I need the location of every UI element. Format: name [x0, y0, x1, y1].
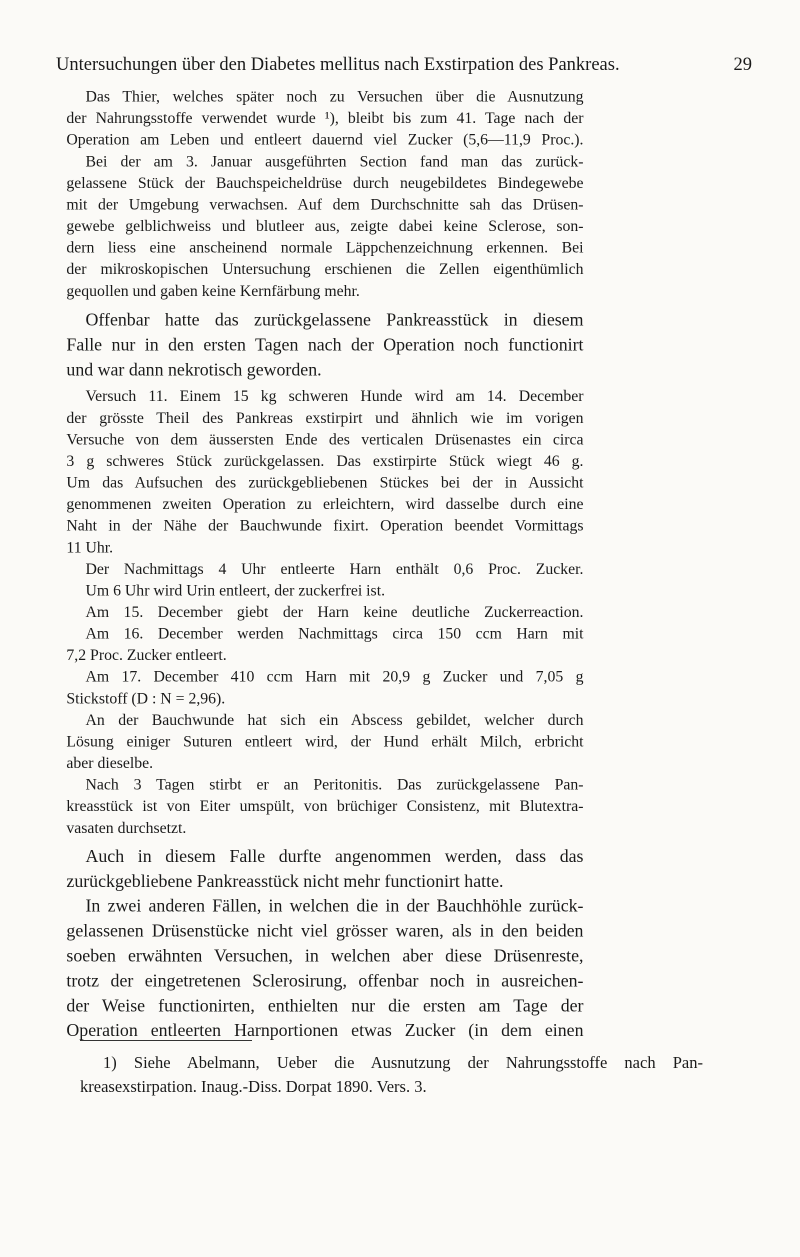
text-line: der Nahrungsstoffe verwendet wurde ¹), bleibt bis zum 41. Tage nach der	[66, 109, 584, 128]
text-line: zurückgebliebene Pankreasstück nicht mehr functionirt hatte.	[66, 870, 504, 891]
text-line: Auch in diesem Falle durfte angenommen werden, dass das	[85, 846, 584, 867]
text-line: soeben erwähnten Versuchen, in welchen aber diese Drüsenreste,	[66, 945, 584, 966]
text-line: Operation entleerten Harnportionen etwas Zucker (in dem einen	[66, 1020, 584, 1041]
text-line: An der Bauchwunde hat sich ein Abscess gebildet, welcher durch	[85, 711, 584, 730]
text-line: Falle nur in den ersten Tagen nach der Operation noch functionirt	[66, 334, 584, 355]
page-number: 29	[733, 55, 752, 75]
text-line: gelassenen Drüsenstücke nicht viel grösser waren, als in den beiden	[66, 920, 584, 941]
text-line: Versuche von dem äussersten Ende des verticalen Drüsenastes ein circa	[66, 431, 584, 449]
text-line: gelassene Stück der Bauchspeicheldrüse durch neugebildetes Bindegewebe	[66, 174, 584, 193]
text-line: und war dann nekrotisch geworden.	[66, 359, 322, 380]
text-line: genommenen zweiten Operation zu erleichtern, wird dasselbe durch eine	[66, 495, 584, 514]
text-line: der Weise functionirten, enthielten nur die ersten am Tage der	[66, 995, 584, 1016]
footnote-line: kreasexstirpation. Inaug.-Diss. Dorpat 1890. Vers. 3.	[80, 1077, 427, 1096]
text-line: Um das Aufsuchen des zurückgebliebenen Stückes bei der in Aussicht	[66, 474, 584, 492]
text-line: 11 Uhr.	[66, 538, 114, 557]
text-line: Das Thier, welches später noch zu Versuchen über die Ausnutzung	[85, 88, 584, 106]
text-line: Am 15. December giebt der Harn keine deutliche Zuckerreaction.	[85, 603, 584, 622]
text-line: Versuch 11. Einem 15 kg schweren Hunde wird am 14. December	[85, 387, 584, 406]
text-line: kreasstück ist von Eiter umspült, von brüchiger Consistenz, mit Blutextra-	[66, 797, 584, 816]
text-line: Um 6 Uhr wird Urin entleert, der zuckerfrei ist.	[85, 582, 386, 600]
text-line: aber dieselbe.	[66, 754, 154, 773]
text-line: Am 16. December werden Nachmittags circa 150 ccm Harn mit	[85, 625, 584, 643]
text-line: Am 17. December 410 ccm Harn mit 20,9 g Zucker und 7,05 g	[85, 668, 584, 686]
text-line: Nach 3 Tagen stirbt er an Peritonitis. Das zurückgelassene Pan-	[85, 776, 584, 794]
text-line: dern liess eine anscheinend normale Läppchenzeichnung erkennen. Bei	[66, 239, 584, 257]
running-header	[56, 52, 752, 78]
text-line: In zwei anderen Fällen, in welchen die in der Bauchhöhle zurück-	[85, 895, 584, 916]
footnote-rule	[80, 1040, 252, 1041]
text-line: 3 g schweres Stück zurückgelassen. Das exstirpirte Stück wiegt 46 g.	[66, 452, 584, 471]
text-line: Offenbar hatte das zurückgelassene Pankreasstück in diesem	[85, 309, 584, 330]
text-line: der grösste Theil des Pankreas exstirpirt und ähnlich wie im vorigen	[66, 409, 584, 427]
text-line: vasaten durchsetzt.	[66, 819, 187, 837]
footnote-line: 1) Siehe Abelmann, Ueber die Ausnutzung der Nahrungsstoffe nach Pan-	[103, 1053, 703, 1072]
running-title: Untersuchungen über den Diabetes mellitus nach Exstirpation des Pankreas.	[56, 55, 620, 75]
text-line: Operation am Leben und entleert dauernd viel Zucker (5,6—11,9 Proc.).	[66, 131, 584, 149]
text-line: gewebe gelblichweiss und blutleer aus, zeigte dabei keine Sclerose, son-	[66, 217, 584, 236]
text-line: der mikroskopischen Untersuchung erschienen die Zellen eigenthümlich	[66, 260, 584, 279]
text-line: trotz der eingetretenen Sclerosirung, offenbar noch in ausreichen-	[66, 970, 584, 991]
text-line: Der Nachmittags 4 Uhr entleerte Harn enthält 0,6 Proc. Zucker.	[85, 560, 584, 578]
text-line: gequollen und gaben keine Kernfärbung mehr.	[66, 282, 360, 300]
text-line: 7,2 Proc. Zucker entleert.	[66, 646, 227, 665]
text-line: Naht in der Nähe der Bauchwunde fixirt. Operation beendet Vormittags	[66, 517, 584, 535]
text-line: Stickstoff (D : N = 2,96).	[66, 690, 226, 708]
text-line: Bei der am 3. Januar ausgeführten Section fand man das zurück-	[85, 153, 584, 171]
text-line: mit der Umgebung verwachsen. Auf dem Durchschnitte sah das Drüsen-	[66, 196, 584, 214]
text-line: Lösung einiger Suturen entleert wird, der Hund erhält Milch, erbricht	[66, 733, 584, 751]
